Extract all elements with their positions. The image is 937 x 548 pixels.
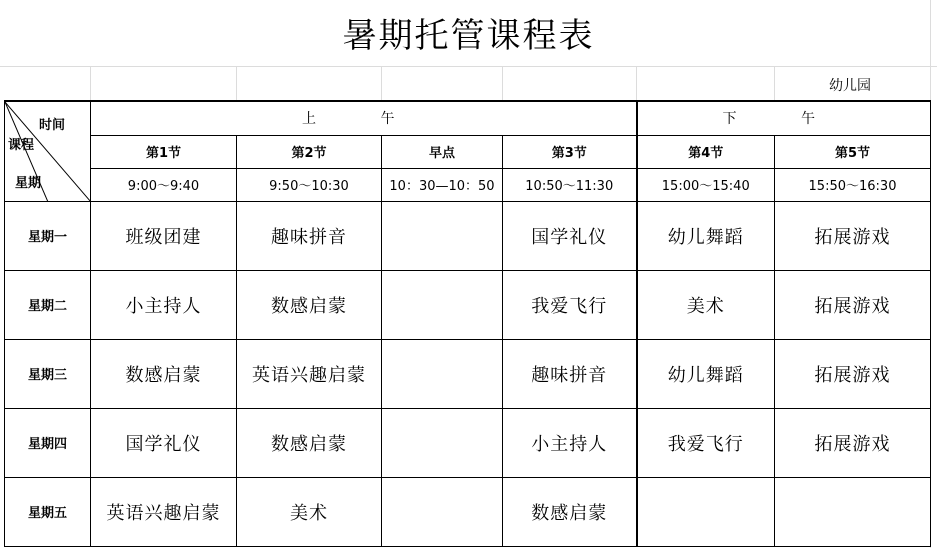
course-cell: 数感启蒙 <box>503 477 637 546</box>
afternoon-header: 下 午 <box>637 101 931 135</box>
course-cell: 美术 <box>237 477 382 546</box>
header-row-ampm <box>5 101 931 135</box>
weekday-label: 星期一 <box>5 201 91 270</box>
kindergarten-label: 幼儿园 <box>829 78 871 94</box>
page-title: 暑期托管课程表 <box>342 16 595 56</box>
period-name: 第2节 <box>237 135 382 168</box>
course-cell <box>382 201 503 270</box>
course-cell: 国学礼仪 <box>503 201 637 270</box>
course-cell: 国学礼仪 <box>91 408 237 477</box>
course-cell <box>382 339 503 408</box>
course-cell: 趣味拼音 <box>503 339 637 408</box>
table-row <box>5 477 931 546</box>
table-row <box>5 270 931 339</box>
period-time-row <box>5 168 931 201</box>
course-cell: 英语兴趣启蒙 <box>237 339 382 408</box>
course-cell: 数感启蒙 <box>237 408 382 477</box>
period-time: 15:00～15:40 <box>637 168 775 201</box>
table-row <box>5 201 931 270</box>
course-cell: 拓展游戏 <box>775 201 931 270</box>
course-cell: 英语兴趣启蒙 <box>91 477 237 546</box>
schedule-table <box>4 100 931 547</box>
gridline <box>90 66 91 100</box>
period-time: 10:50～11:30 <box>503 168 637 201</box>
course-cell: 小主持人 <box>91 270 237 339</box>
period-name: 第3节 <box>503 135 637 168</box>
period-time: 9:00～9:40 <box>91 168 237 201</box>
period-name: 第4节 <box>637 135 775 168</box>
period-time: 15:50～16:30 <box>775 168 931 201</box>
course-cell: 我爱飞行 <box>637 408 775 477</box>
gridline <box>502 66 503 100</box>
gridline <box>236 66 237 100</box>
table-row <box>5 408 931 477</box>
course-cell: 幼儿舞蹈 <box>637 201 775 270</box>
corner-course-label: 课程 <box>8 138 35 153</box>
course-cell: 美术 <box>637 270 775 339</box>
period-name: 早点 <box>382 135 503 168</box>
course-cell: 班级团建 <box>91 201 237 270</box>
course-cell <box>775 477 931 546</box>
table-row <box>5 339 931 408</box>
course-cell: 拓展游戏 <box>775 270 931 339</box>
course-cell: 趣味拼音 <box>237 201 382 270</box>
period-name: 第5节 <box>775 135 931 168</box>
course-cell <box>382 270 503 339</box>
period-time: 10：30—10：50 <box>382 168 503 201</box>
gridline <box>774 66 775 100</box>
course-cell: 拓展游戏 <box>775 408 931 477</box>
course-cell: 数感启蒙 <box>91 339 237 408</box>
corner-time-label: 时间 <box>39 118 66 133</box>
course-cell <box>382 408 503 477</box>
morning-header: 上 午 <box>91 101 637 135</box>
weekday-label: 星期四 <box>5 408 91 477</box>
gridline <box>0 66 937 67</box>
gridline <box>636 66 637 100</box>
period-name: 第1节 <box>91 135 237 168</box>
course-cell <box>382 477 503 546</box>
period-time: 9:50～10:30 <box>237 168 382 201</box>
weekday-label: 星期三 <box>5 339 91 408</box>
course-cell: 数感启蒙 <box>237 270 382 339</box>
course-cell: 我爱飞行 <box>503 270 637 339</box>
gridline <box>381 66 382 100</box>
weekday-label: 星期二 <box>5 270 91 339</box>
weekday-label: 星期五 <box>5 477 91 546</box>
course-cell: 拓展游戏 <box>775 339 931 408</box>
corner-header-cell <box>5 101 91 201</box>
course-cell: 小主持人 <box>503 408 637 477</box>
period-name-row <box>5 135 931 168</box>
corner-weekday-label: 星期 <box>15 176 42 191</box>
course-cell: 幼儿舞蹈 <box>637 339 775 408</box>
course-cell <box>637 477 775 546</box>
